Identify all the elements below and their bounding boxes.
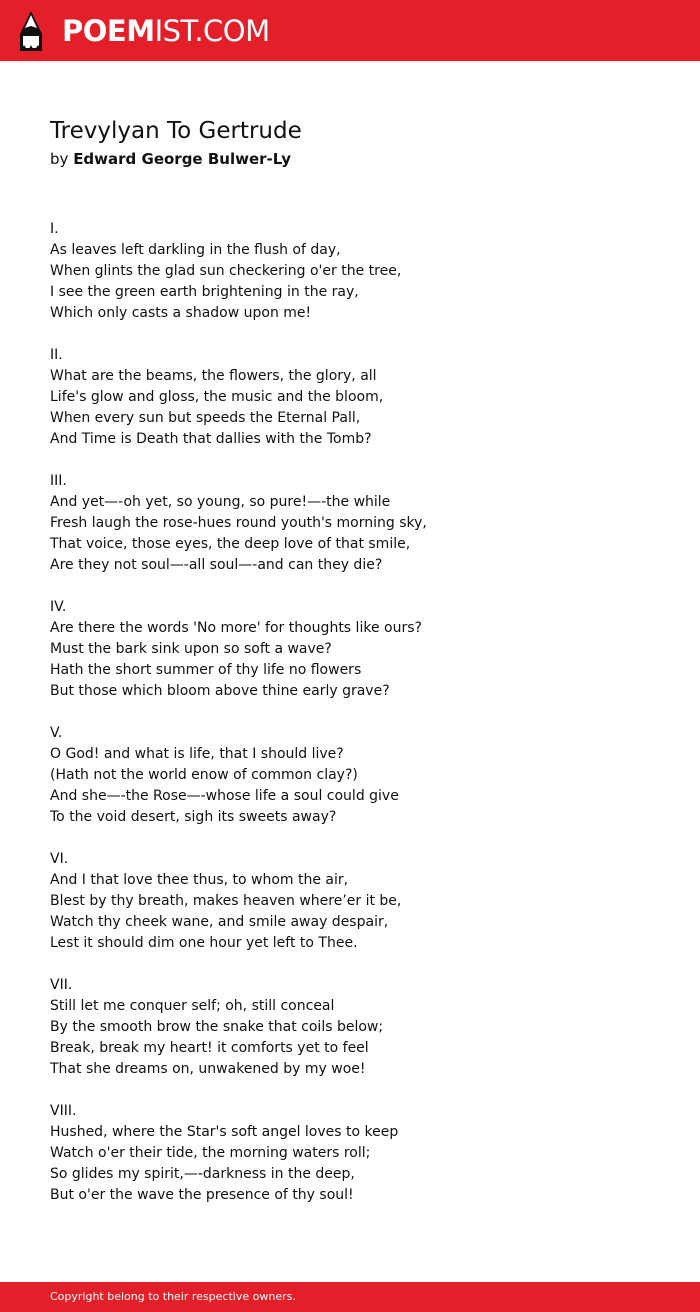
poem-line: Watch o'er their tide, the morning waters roll; [50,1145,371,1161]
poem-line: Hushed, where the Star's soft angel loves to keep [50,1124,399,1140]
poem-line: Still let me conquer self; oh, still conceal [50,998,335,1014]
poem-line: But o'er the wave the presence of thy soul! [50,1187,354,1203]
poem-line: When every sun but speeds the Eternal Pall, [50,410,361,426]
poem-line: As leaves left darkling in the flush of day, [50,242,341,258]
copyright-text: Copyright belong to their respective owners. [50,1290,296,1303]
poem-line: Blest by thy breath, makes heaven where’er it be, [50,893,402,909]
poem-line: When glints the glad sun checkering o'er the tree, [50,263,402,279]
logo-bold-text: POEM [62,14,155,48]
stanza [50,723,670,828]
stanza-numeral: VIII. [50,1103,77,1119]
poem-line: Must the bark sink upon so soft a wave? [50,641,332,657]
poem-line: O God! and what is life, that I should live? [50,746,344,762]
site-footer [0,1282,700,1312]
poem-line: Break, break my heart! it comforts yet to feel [50,1040,369,1056]
by-label: by [50,150,69,168]
stanza-numeral: II. [50,347,63,363]
stanza [50,597,670,702]
poem-line: Are there the words 'No more' for thoughts like ours? [50,620,422,636]
byline [50,148,291,170]
poem-line: Hath the short summer of thy life no flowers [50,662,362,678]
stanza [50,1101,670,1206]
poem-line: But those which bloom above thine early grave? [50,683,390,699]
poem-line: And she—-the Rose—-whose life a soul could give [50,788,399,804]
poem-line: Lest it should dim one hour yet left to Thee. [50,935,358,951]
poem-line: That voice, those eyes, the deep love of that smile, [50,536,411,552]
pencil-tip-icon [18,10,44,52]
author-name: Edward George Bulwer-Ly [73,150,292,168]
poem-line: And yet—-oh yet, so young, so pure!—-the while [50,494,391,510]
poem-line: (Hath not the world enow of common clay?) [50,767,358,783]
poem-line: Life's glow and gloss, the music and the bloom, [50,389,384,405]
site-header [0,0,700,61]
stanza [50,849,670,954]
poem-line: What are the beams, the flowers, the glory, all [50,368,377,384]
poem-line: I see the green earth brightening in the ray, [50,284,359,300]
poem-line: Which only casts a shadow upon me! [50,305,312,321]
stanza [50,345,670,450]
poem-line: Watch thy cheek wane, and smile away despair, [50,914,389,930]
poem-title: Trevylyan To Gertrude [50,118,302,144]
stanza [50,471,670,576]
poem-line: By the smooth brow the snake that coils below; [50,1019,384,1035]
site-logo[interactable] [62,11,270,51]
poem-body [50,219,670,1227]
stanza [50,219,670,324]
poem-line: Fresh laugh the rose-hues round youth's morning sky, [50,515,427,531]
logo-light-text: IST.COM [154,14,270,48]
poem-line: That she dreams on, unwakened by my woe! [50,1061,366,1077]
stanza-numeral: VII. [50,977,73,993]
stanza-numeral: III. [50,473,67,489]
stanza-numeral: V. [50,725,63,741]
poem-line: So glides my spirit,—-darkness in the deep, [50,1166,355,1182]
poem-line: Are they not soul—-all soul—-and can they die? [50,557,383,573]
stanza-numeral: VI. [50,851,69,867]
stanza [50,975,670,1080]
poem-line: To the void desert, sigh its sweets away? [50,809,337,825]
stanza-numeral: IV. [50,599,67,615]
poem-line: And I that love thee thus, to whom the air, [50,872,349,888]
stanza-numeral: I. [50,221,59,237]
poem-line: And Time is Death that dallies with the Tomb? [50,431,372,447]
